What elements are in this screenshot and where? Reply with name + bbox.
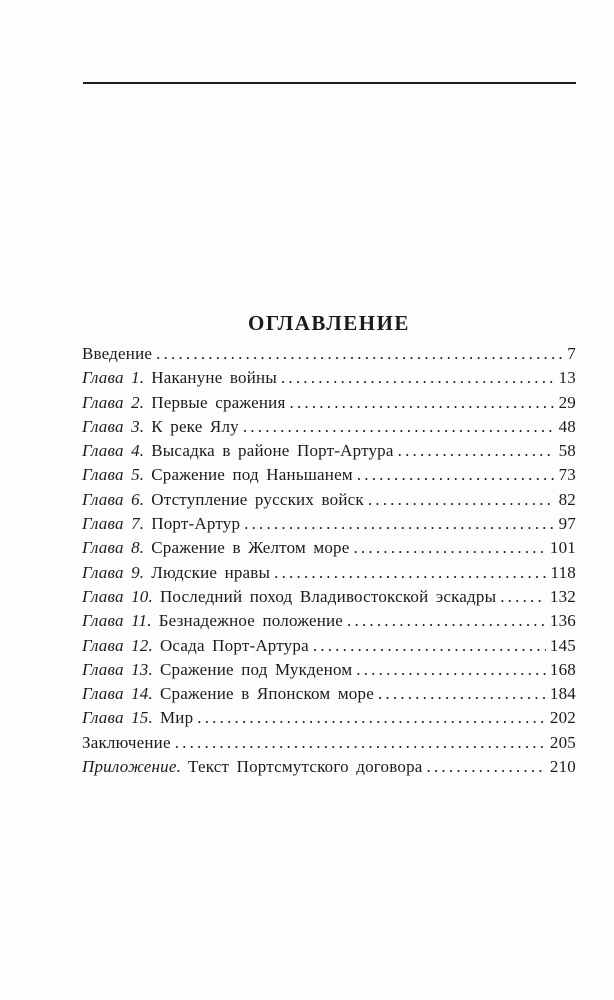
page-title: ОГЛАВЛЕНИЕ	[248, 311, 410, 336]
dot-leader	[313, 636, 546, 656]
chapter-label: Глава 13.	[82, 659, 153, 679]
page-number: 97	[558, 514, 576, 534]
toc-entry	[82, 393, 576, 417]
chapter-label: Глава 6.	[82, 489, 145, 509]
chapter-title: Заключение	[82, 732, 171, 752]
page-number: 7	[567, 344, 576, 363]
page-number: 58	[558, 441, 576, 461]
dot-leader	[243, 417, 555, 437]
toc-entry	[82, 368, 576, 392]
dot-leader	[281, 368, 555, 388]
toc-entry	[82, 465, 576, 489]
page-number: 202	[549, 708, 576, 728]
chapter-label: Глава 5.	[82, 465, 145, 485]
chapter-label: Глава 9.	[82, 562, 145, 582]
chapter-title: Введение	[82, 344, 153, 363]
chapter-title: Мир	[159, 708, 194, 728]
chapter-label: Глава 15.	[82, 708, 153, 728]
chapter-title: Первые сражения	[151, 392, 286, 412]
page-number: 13	[558, 368, 576, 388]
dot-leader	[378, 684, 546, 704]
toc-entry	[82, 708, 576, 732]
chapter-title: Текст Портсмутского договора	[188, 757, 423, 777]
toc-entry	[82, 344, 576, 368]
chapter-title: Отступление русских войск	[151, 489, 364, 509]
page-number: 118	[550, 562, 576, 582]
toc-entry	[82, 611, 576, 635]
dot-leader	[427, 757, 546, 777]
toc-entry	[82, 757, 576, 781]
toc-entry	[82, 514, 576, 538]
page-number: 132	[549, 586, 576, 606]
dot-leader	[356, 660, 546, 680]
page-number: 101	[549, 538, 576, 558]
page-number: 73	[558, 465, 576, 485]
chapter-label: Глава 14.	[82, 684, 153, 704]
toc-entry	[82, 441, 576, 465]
toc-entry	[82, 636, 576, 660]
chapter-label: Глава 1.	[82, 368, 145, 388]
chapter-title: Высадка в районе Порт-Артура	[151, 441, 394, 461]
page-number: 29	[558, 392, 576, 412]
dot-leader	[368, 490, 555, 510]
chapter-title: Последний поход Владивостокской эскадры	[159, 586, 497, 606]
chapter-label: Глава 8.	[82, 538, 145, 558]
toc-entry	[82, 660, 576, 684]
chapter-title: Сражение под Наньшанем	[151, 465, 353, 485]
chapter-label: Глава 4.	[82, 441, 145, 461]
chapter-title: Сражение в Желтом море	[151, 538, 350, 558]
chapter-title: Осада Порт-Артура	[159, 635, 309, 655]
chapter-label: Глава 3.	[82, 416, 145, 436]
toc-entry	[82, 417, 576, 441]
chapter-title: Накануне войны	[151, 368, 277, 388]
dot-leader	[156, 344, 563, 364]
dot-leader	[357, 465, 555, 485]
table-of-contents	[82, 344, 576, 781]
dot-leader	[500, 587, 546, 607]
toc-entry	[82, 684, 576, 708]
chapter-label: Глава 7.	[82, 514, 145, 534]
dot-leader	[353, 538, 545, 558]
page-number: 145	[549, 635, 576, 655]
chapter-title: Безнадежное положение	[158, 611, 344, 631]
page-number: 48	[558, 416, 576, 436]
dot-leader	[347, 611, 546, 631]
chapter-title: К реке Ялу	[151, 416, 239, 436]
toc-entry	[82, 733, 576, 757]
toc-entry	[82, 490, 576, 514]
dot-leader	[244, 514, 554, 534]
chapter-title: Порт-Артур	[151, 514, 241, 534]
dot-leader	[197, 708, 546, 728]
dot-leader	[290, 393, 555, 413]
chapter-title: Людские нравы	[151, 562, 271, 582]
toc-entry	[82, 563, 576, 587]
dot-leader	[175, 733, 546, 753]
chapter-title: Сражение в Японском море	[159, 684, 374, 704]
toc-entry	[82, 538, 576, 562]
chapter-label: Глава 2.	[82, 392, 145, 412]
chapter-label: Глава 12.	[82, 635, 153, 655]
page-number: 210	[549, 757, 576, 777]
toc-entry	[82, 587, 576, 611]
page-number: 136	[549, 611, 576, 631]
dot-leader	[274, 563, 546, 583]
header-rule	[83, 82, 576, 84]
chapter-label: Приложение.	[82, 757, 182, 777]
chapter-label: Глава 11.	[82, 611, 152, 631]
chapter-label: Глава 10.	[82, 586, 153, 606]
dot-leader	[398, 441, 555, 461]
page-number: 184	[549, 684, 576, 704]
page-number: 82	[558, 489, 576, 509]
page-number: 168	[549, 659, 576, 679]
page-number: 205	[549, 732, 576, 752]
chapter-title: Сражение под Мукденом	[159, 659, 353, 679]
